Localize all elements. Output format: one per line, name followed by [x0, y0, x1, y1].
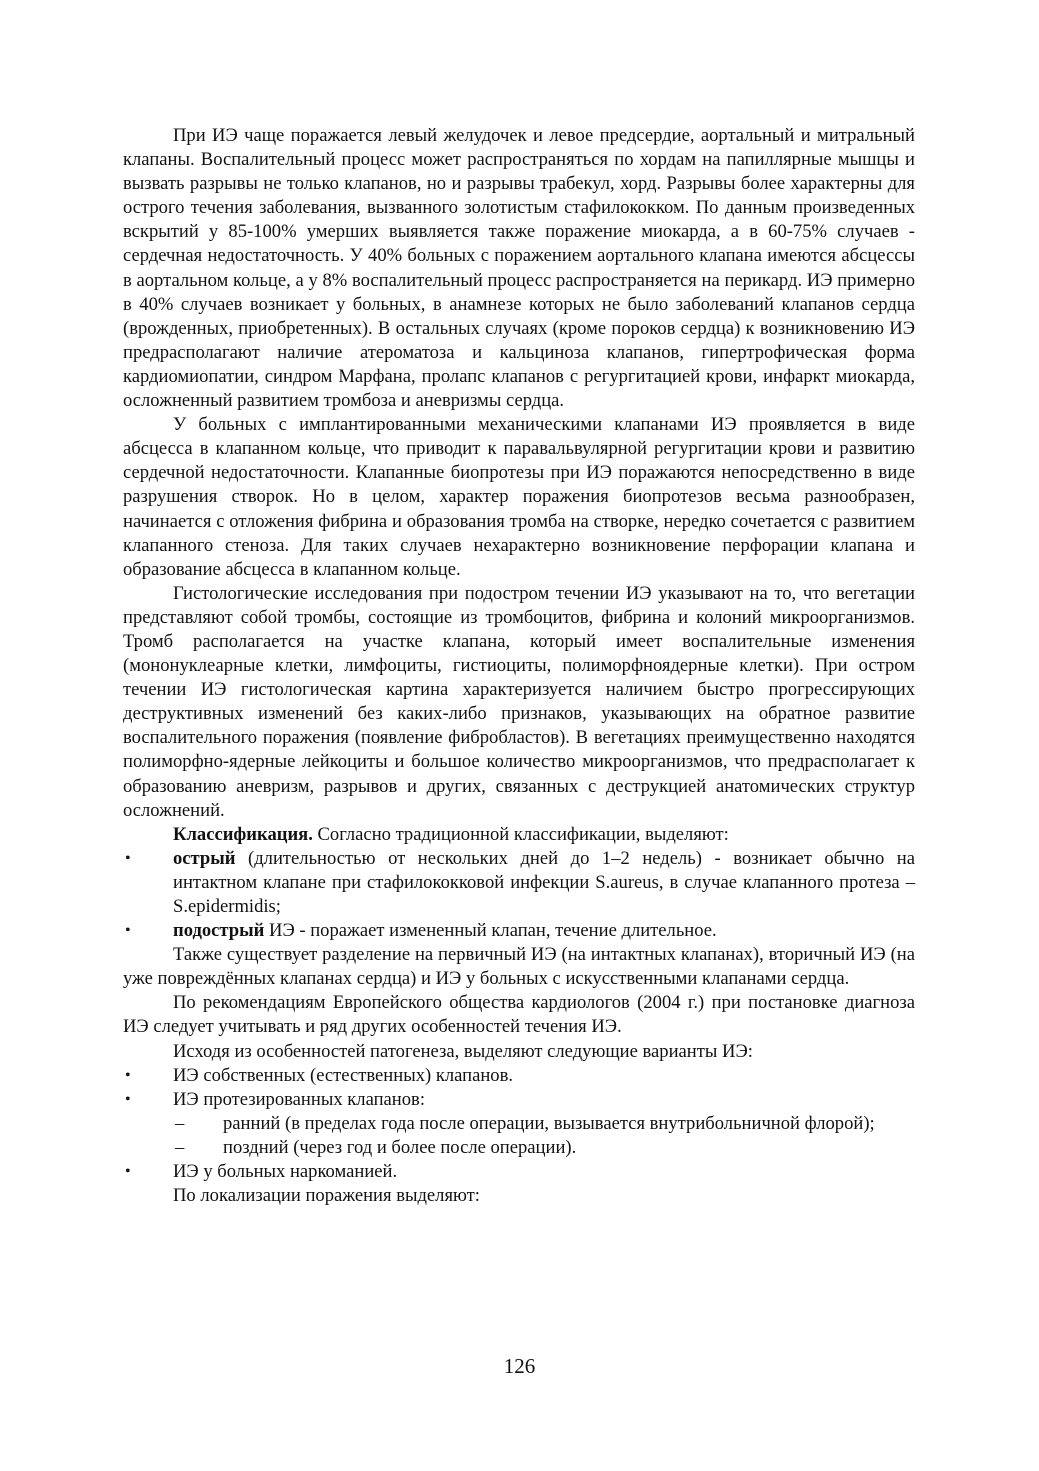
list-item-drug-users	[123, 1160, 915, 1184]
acute-description: (длительностью от нескольких дней до 1–2 недель) - возникает обычно на интактном клапане при стафилококковой инфекции S.aureus, в случае клапанного протеза – S.epidermidis;	[173, 847, 915, 917]
bullet-icon: •	[125, 1163, 131, 1181]
page-body	[123, 124, 915, 1208]
sub-item-early	[123, 1112, 915, 1136]
paragraph-heart-lesions: При ИЭ чаще поражается левый желудочек и левое предсердие, аортальный и митральный клапаны. Воспалительный процесс может распространяться по хордам на папиллярные мышцы и вызвать разрывы не только клапанов, но и разрывы трабекул, хорд. Разрывы более характерны для острого течения заболевания, вызванного золотистым стафилококком. По данным произведенных вскрытий у 85-100% умерших выявляется также поражение миокарда, а в 60-75% случаев - сердечная недостаточность. У 40% больных с поражением аортального клапана имеются абсцессы в аортальном кольце, а у 8% воспалительный процесс распространяется на перикард. ИЭ примерно в 40% случаев возникает у больных, в анамнезе которых не было заболеваний клапанов сердца (врожденных, приобретенных). В остальных случаях (кроме пороков сердца) к возникновению ИЭ предрасполагают наличие атероматоза и кальциноза клапанов, гипертрофическая форма кардиомиопатии, синдром Марфана, пролапс клапанов с регургитацией крови, инфаркт миокарда, осложненный развитием тромбоза и аневризмы сердца.	[123, 125, 915, 412]
classification-list	[123, 847, 915, 943]
prosthetic-valves-text: ИЭ протезированных клапанов:	[173, 1088, 425, 1110]
classification-intro: Согласно традиционной классификации, выделяют:	[312, 823, 729, 845]
list-item-native-valves	[123, 1064, 915, 1088]
paragraph-pathogenesis-intro: Исходя из особенностей патогенеза, выделяют следующие варианты ИЭ:	[173, 1040, 753, 1062]
dash-icon: –	[175, 1136, 185, 1158]
late-text: поздний (через год и более после операции).	[223, 1136, 577, 1158]
page-number: 126	[503, 1354, 536, 1378]
dash-icon: –	[175, 1112, 185, 1134]
native-valves-text: ИЭ собственных (естественных) клапанов.	[173, 1064, 514, 1086]
bullet-icon: •	[125, 1066, 131, 1084]
sub-item-late	[123, 1136, 915, 1160]
term-acute: острый	[173, 847, 236, 869]
paragraph-classification	[123, 823, 915, 847]
paragraph-localization-intro: По локализации поражения выделяют:	[173, 1185, 480, 1207]
subacute-description: ИЭ - поражает измененный клапан, течение длительное.	[264, 920, 717, 942]
bullet-icon: •	[125, 922, 131, 940]
paragraph-mechanical-valves: У больных с имплантированными механическими клапанами ИЭ проявляется в виде абсцесса в клапанном кольце, что приводит к паравальвулярной регургитации крови и развитию сердечной недостаточности. Клапанные биопротезы при ИЭ поражаются непосредственно в виде разрушения створок. Но в целом, характер поражения биопротезов весьма разнообразен, начинается с отложения фибрина и образования тромба на створке, нередко сочетается с развитием клапанного стеноза. Для таких случаев нехарактерно возникновение перфорации клапана и образование абсцесса в клапанном кольце.	[123, 414, 915, 580]
paragraph-histology: Гистологические исследования при подостром течении ИЭ указывают на то, что вегетации представляют собой тромбы, состоящие из тромбоцитов, фибрина и колоний микроорганизмов. Тромб располагается на участке клапана, который имеет воспалительные изменения (мононуклеарные клетки, лимфоциты, гистиоциты, полиморфноядерные клетки). При остром течении ИЭ гистологическая картина характеризуется наличием быстро прогрессирующих деструктивных изменений без каких-либо признаков, указывающих на обратное развитие воспалительного поражения (появление фибробластов). В вегетациях преимущественно находятся полиморфно-ядерные лейкоциты и большое количество микроорганизмов, что предрасполагает к образованию аневризм, разрывов и других, связанных с деструкцией анатомических структур осложнений.	[123, 582, 915, 821]
drug-users-text: ИЭ у больных наркоманией.	[173, 1161, 398, 1183]
classification-heading: Классификация.	[173, 823, 313, 845]
pathogenesis-list	[123, 1064, 915, 1184]
term-subacute: подострый	[173, 920, 265, 942]
paragraph-primary-secondary: Также существует разделение на первичный ИЭ (на интактных клапанах), вторичный ИЭ (на уже повреждённых клапанах сердца) и ИЭ у больных с искусственными клапанами сердца.	[123, 944, 915, 990]
list-item-acute	[123, 847, 915, 919]
bullet-icon: •	[125, 1090, 131, 1108]
early-text: ранний (в пределах года после операции, вызывается внутрибольничной флорой);	[223, 1112, 875, 1134]
list-item-subacute	[123, 919, 915, 943]
list-item-prosthetic-valves	[123, 1088, 915, 1112]
paragraph-esc-recommendations: По рекомендациям Европейского общества кардиологов (2004 г.) при постановке диагноза ИЭ следует учитывать и ряд других особенностей течения ИЭ.	[123, 992, 915, 1038]
bullet-icon: •	[125, 849, 131, 867]
